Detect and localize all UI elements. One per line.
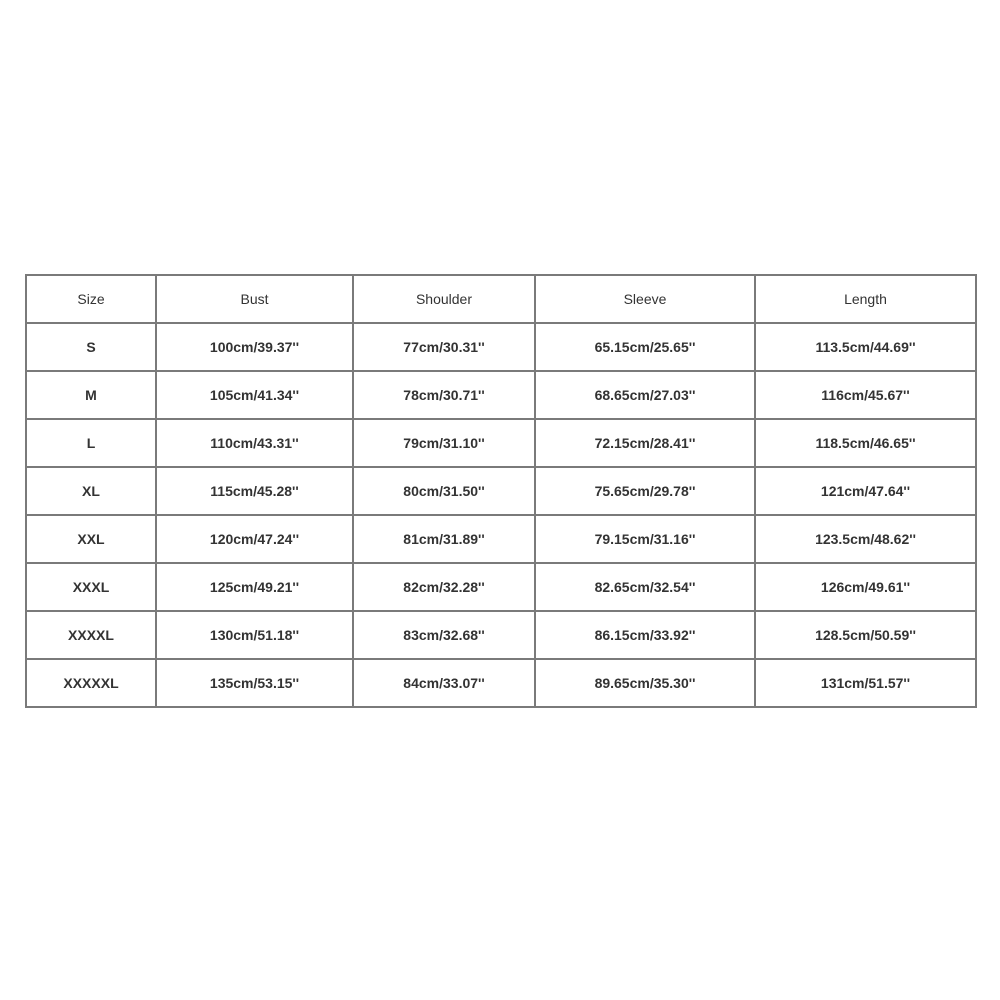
shoulder-cell: 79cm/31.10'' <box>353 419 535 467</box>
sleeve-cell: 75.65cm/29.78'' <box>535 467 755 515</box>
header-bust: Bust <box>156 275 353 323</box>
table-row <box>26 659 976 707</box>
length-cell: 126cm/49.61'' <box>755 563 976 611</box>
sleeve-cell: 86.15cm/33.92'' <box>535 611 755 659</box>
sleeve-cell: 65.15cm/25.65'' <box>535 323 755 371</box>
bust-cell: 110cm/43.31'' <box>156 419 353 467</box>
table-header-row <box>26 275 976 323</box>
table-row <box>26 371 976 419</box>
bust-cell: 130cm/51.18'' <box>156 611 353 659</box>
size-cell: XXL <box>26 515 156 563</box>
length-cell: 121cm/47.64'' <box>755 467 976 515</box>
bust-cell: 120cm/47.24'' <box>156 515 353 563</box>
size-cell: XXXXXL <box>26 659 156 707</box>
sleeve-cell: 79.15cm/31.16'' <box>535 515 755 563</box>
table-row <box>26 323 976 371</box>
sleeve-cell: 72.15cm/28.41'' <box>535 419 755 467</box>
bust-cell: 115cm/45.28'' <box>156 467 353 515</box>
shoulder-cell: 82cm/32.28'' <box>353 563 535 611</box>
table-row <box>26 515 976 563</box>
length-cell: 128.5cm/50.59'' <box>755 611 976 659</box>
header-sleeve: Sleeve <box>535 275 755 323</box>
size-cell: XL <box>26 467 156 515</box>
bust-cell: 135cm/53.15'' <box>156 659 353 707</box>
header-shoulder: Shoulder <box>353 275 535 323</box>
sleeve-cell: 68.65cm/27.03'' <box>535 371 755 419</box>
shoulder-cell: 80cm/31.50'' <box>353 467 535 515</box>
shoulder-cell: 77cm/30.31'' <box>353 323 535 371</box>
size-cell: M <box>26 371 156 419</box>
bust-cell: 125cm/49.21'' <box>156 563 353 611</box>
size-cell: XXXXL <box>26 611 156 659</box>
header-size: Size <box>26 275 156 323</box>
length-cell: 118.5cm/46.65'' <box>755 419 976 467</box>
sleeve-cell: 82.65cm/32.54'' <box>535 563 755 611</box>
length-cell: 113.5cm/44.69'' <box>755 323 976 371</box>
shoulder-cell: 83cm/32.68'' <box>353 611 535 659</box>
size-cell: S <box>26 323 156 371</box>
table-row <box>26 467 976 515</box>
shoulder-cell: 78cm/30.71'' <box>353 371 535 419</box>
table-row <box>26 419 976 467</box>
length-cell: 116cm/45.67'' <box>755 371 976 419</box>
length-cell: 131cm/51.57'' <box>755 659 976 707</box>
bust-cell: 105cm/41.34'' <box>156 371 353 419</box>
length-cell: 123.5cm/48.62'' <box>755 515 976 563</box>
table-row <box>26 611 976 659</box>
size-chart-table <box>25 274 977 708</box>
size-cell: L <box>26 419 156 467</box>
size-cell: XXXL <box>26 563 156 611</box>
shoulder-cell: 81cm/31.89'' <box>353 515 535 563</box>
shoulder-cell: 84cm/33.07'' <box>353 659 535 707</box>
table-row <box>26 563 976 611</box>
bust-cell: 100cm/39.37'' <box>156 323 353 371</box>
sleeve-cell: 89.65cm/35.30'' <box>535 659 755 707</box>
header-length: Length <box>755 275 976 323</box>
